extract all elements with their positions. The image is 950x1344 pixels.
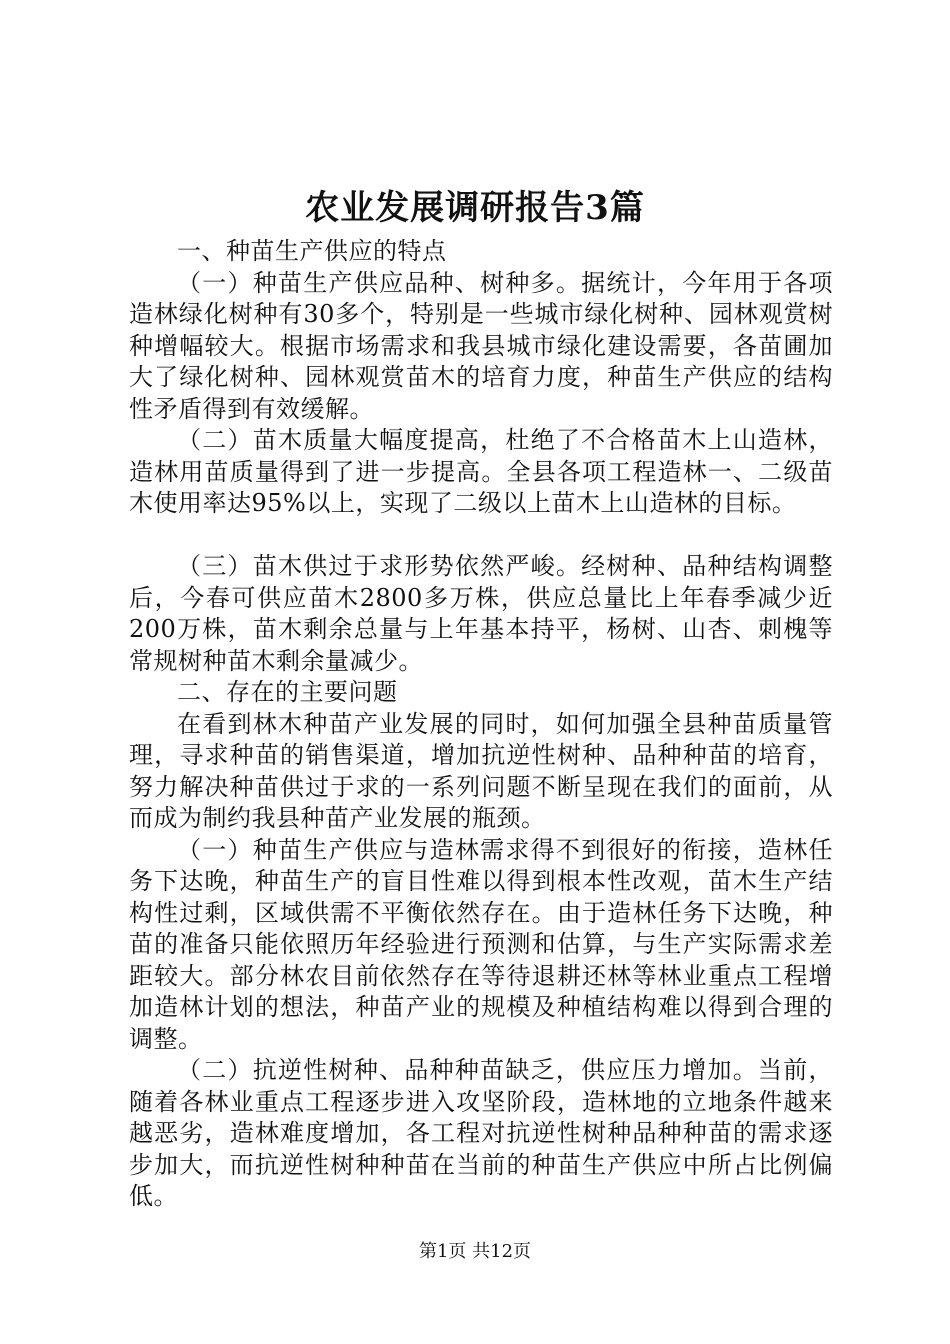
paragraph-3: （三）苗木供过于求形势依然严峻。经树种、品种结构调整后，今春可供应苗木2800多万株，供应总量比上年春季减少近200万株，苗木剩余总量与上年基本持平，杨树、山杏、刺槐等常规树种苗木剩余量减少。	[129, 552, 833, 675]
section-heading-1: 一、种苗生产供应的特点	[177, 237, 447, 265]
document-body	[129, 236, 833, 1213]
paragraph-1: （一）种苗生产供应品种、树种多。据统计，今年用于各项造林绿化树种有30多个，特别是一些城市绿化树种、园林观赏树种增幅较大。根据市场需求和我县城市绿化建设需要，各苗圃加大了绿化树种、园林观赏苗木的培育力度，种苗生产供应的结构性矛盾得到有效缓解。	[129, 268, 833, 423]
paragraph-2: （二）苗木质量大幅度提高，杜绝了不合格苗木上山造林，造林用苗质量得到了进一步提高。全县各项工程造林一、二级苗木使用率达95%以上，实现了二级以上苗木上山造林的目标。	[129, 426, 833, 517]
paragraph-4: 在看到林木种苗产业发展的同时，如何加强全县种苗质量管理，寻求种苗的销售渠道，增加抗逆性树种、品种种苗的培育，努力解决种苗供过于求的一系列问题不断呈现在我们的面前，从而成为制约我县种苗产业发展的瓶颈。	[129, 709, 833, 832]
document-title: 农业发展调研报告3篇	[305, 188, 645, 228]
page-footer: 第1页 共12页	[418, 1241, 532, 1262]
paragraph-6: （二）抗逆性树种、品种种苗缺乏，供应压力增加。当前，随着各林业重点工程逐步进入攻坚阶段，造林地的立地条件越来越恶劣，造林难度增加，各工程对抗逆性树种品种种苗的需求逐步加大，而抗逆性树种种苗在当前的种苗生产供应中所占比例偏低。	[129, 1056, 833, 1210]
blank-line	[129, 520, 833, 552]
paragraph-5: （一）种苗生产供应与造林需求得不到很好的衔接，造林任务下达晚，种苗生产的盲目性难以得到根本性改观，苗木生产结构性过剩，区域供需不平衡依然存在。由于造林任务下达晚，种苗的准备只能依照历年经验进行预测和估算，与生产实际需求差距较大。部分林农目前依然存在等待退耕还林等林业重点工程增加造林计划的想法，种苗产业的规模及种植结构难以得到合理的调整。	[129, 835, 833, 1053]
section-heading-2: 二、存在的主要问题	[177, 678, 398, 706]
